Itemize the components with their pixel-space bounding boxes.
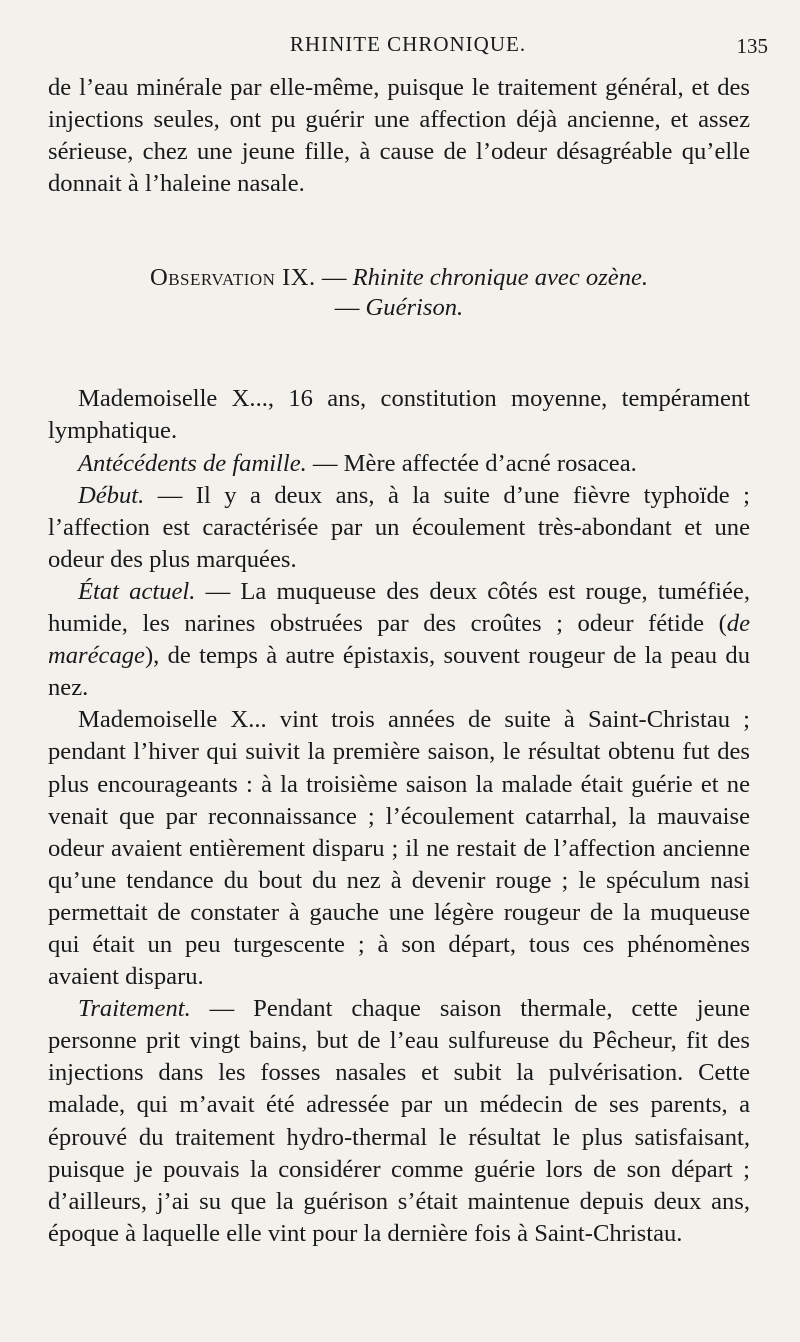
paragraph-continuation: de l’eau minérale par elle-même, puisque le traitement général, et des injections seules, ont pu guérir une affection déjà ancienne, et assez sérieuse, chez une jeune fille, à cause de l’odeur désagréable qu’elle donnait à l’haleine nasale. <box>48 74 750 198</box>
paragraph-current-state <box>48 576 750 704</box>
onset-label: Début. <box>78 481 145 509</box>
observation-title: Observation IX. <box>149 264 316 292</box>
page-number: 135 <box>736 34 768 58</box>
family-history-label: Antécédents de famille. <box>78 449 307 477</box>
observation-dash-2: — <box>334 294 366 322</box>
page-header <box>48 32 768 62</box>
observation-dash: — <box>315 264 353 292</box>
paragraph-patient: Mademoiselle X..., 16 ans, constitution moyenne, tempérament lymphatique. <box>48 385 750 445</box>
current-state-text-a: — La muqueuse des deux côtés est rouge, tuméfiée, humide, les narines obstruées par des croûtes ; odeur fétide ( <box>48 577 750 638</box>
paragraph-onset <box>48 480 750 576</box>
current-state-emphasis: de marécage <box>48 610 750 670</box>
observation-subtitle: Rhinite chronique avec ozène. <box>352 264 649 292</box>
current-state-label: État actuel. <box>78 577 196 605</box>
page-body <box>48 72 750 1250</box>
family-history-text: — Mère affectée d’acné rosacea. <box>306 449 637 477</box>
observation-heading <box>48 263 750 323</box>
running-title: RHINITE CHRONIQUE. <box>289 32 527 56</box>
paragraph-course: Mademoiselle X... vint trois années de suite à Saint-Christau ; pendant l’hiver qui suivit la première saison, le résultat obtenu fut des plus encourageants : à la troisième saison la malade était guérie et ne venait que par reconnaissance ; l’écoulement catarrhal, la mauvaise odeur avaient entièrement disparu ; il ne restait de l’affection ancienne qu’une tendance du bout du nez à devenir rouge ; le spéculum nasi permettait de constater à gauche une légère rougeur de la muqueuse qui était un peu turgescente ; à son départ, tous ces phénomènes avaient disparu. <box>48 706 750 991</box>
onset-text: — Il y a deux ans, à la suite d’une fièvre typhoïde ; l’affection est caractérisée par un écoulement très-abondant et une odeur des plus marquées. <box>48 481 750 573</box>
treatment-label: Traitement. <box>78 995 191 1023</box>
paragraph-treatment <box>48 993 750 1250</box>
paragraph-family-history <box>48 448 750 480</box>
observation-outcome: Guérison. <box>365 294 464 322</box>
treatment-text: — Pendant chaque saison thermale, cette jeune personne prit vingt bains, but de l’eau sulfureuse du Pêcheur, fit des injections dans les fosses nasales et subit la pulvérisation. Cette malade, qui m’avait été adressée par un médecin de ses parents, a éprouvé du traitement hydro-thermal le résultat le plus satisfaisant, puisque je pouvais la considérer comme guérie lors de son départ ; d’ailleurs, j’ai su que la guérison s’était maintenue depuis deux ans, époque à laquelle elle vint pour la dernière fois à Saint-Christau. <box>48 995 750 1247</box>
current-state-text-b: ), de temps à autre épistaxis, souvent rougeur de la peau du nez. <box>48 642 750 702</box>
